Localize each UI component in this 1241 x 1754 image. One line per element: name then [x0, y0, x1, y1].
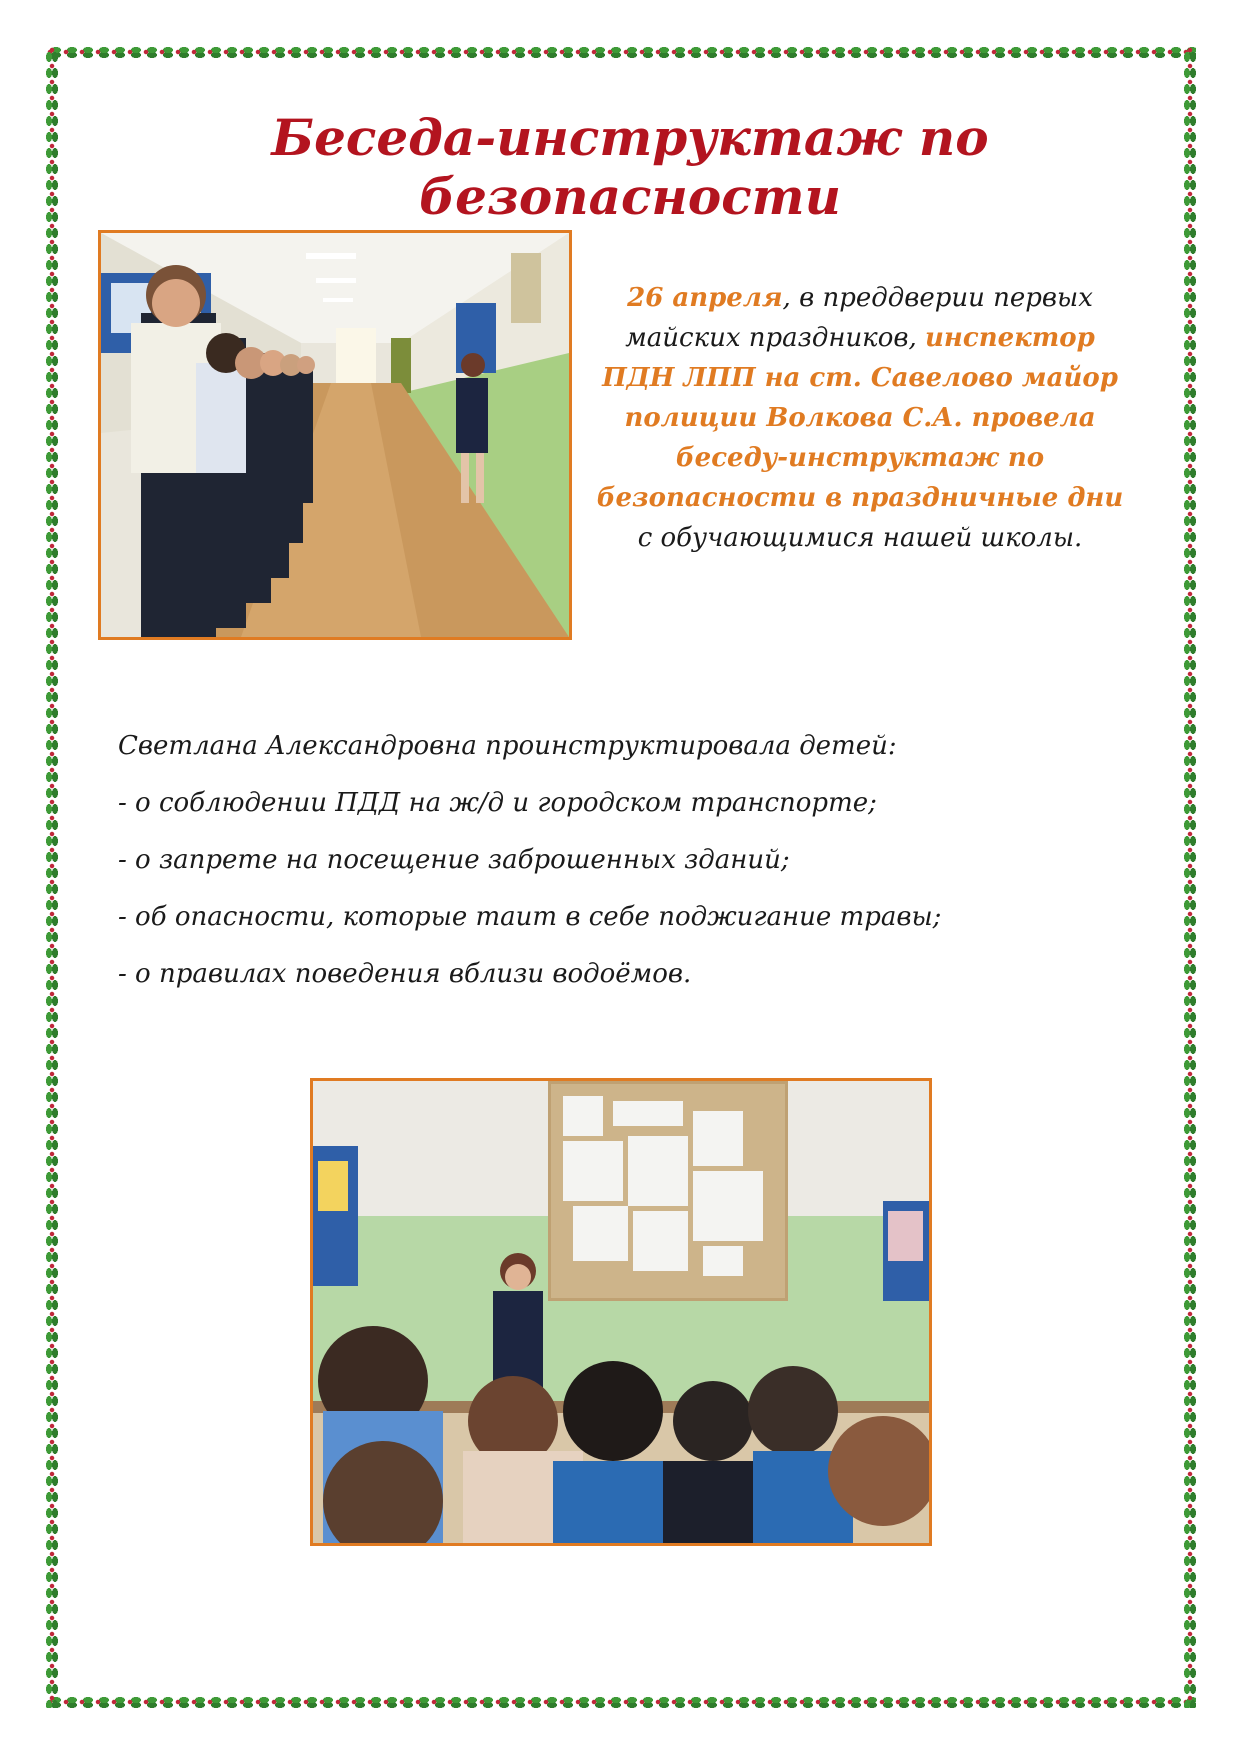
instruction-list	[118, 718, 1138, 1003]
intro-text-1: , в преддверии первых майских праздников,	[625, 283, 1093, 353]
holly-border-left	[46, 46, 58, 1708]
intro-text-2: с обучающимися нашей школы.	[637, 523, 1083, 553]
list-item: - о соблюдении ПДД на ж/д и городском транспорте;	[118, 788, 877, 818]
holly-border-bottom	[46, 1696, 1196, 1708]
hallway-photo-image	[101, 233, 569, 637]
photo-hallway-students	[98, 230, 572, 640]
intro-paragraph	[590, 278, 1130, 558]
intro-date: 26 апреля	[627, 283, 783, 313]
list-item: - об опасности, которые таит в себе поджигание травы;	[118, 902, 942, 932]
intro-inspector: инспектор ПДН ЛПП на ст. Савелово майор полиции Волкова С.А. провела беседу-инструктаж по безопасности в праздничные дни	[596, 323, 1124, 513]
page-title: Беседа-инструктаж по безопасности	[271, 108, 989, 226]
list-item: Светлана Александровна проинструктировала детей:	[118, 731, 897, 761]
holly-border-right	[1184, 46, 1196, 1708]
photo-classroom-talk	[310, 1078, 932, 1546]
list-item: - о запрете на посещение заброшенных зданий;	[118, 845, 790, 875]
holly-border-top	[46, 46, 1196, 58]
list-item: - о правилах поведения вблизи водоёмов.	[118, 959, 692, 989]
classroom-photo-image	[313, 1081, 929, 1543]
